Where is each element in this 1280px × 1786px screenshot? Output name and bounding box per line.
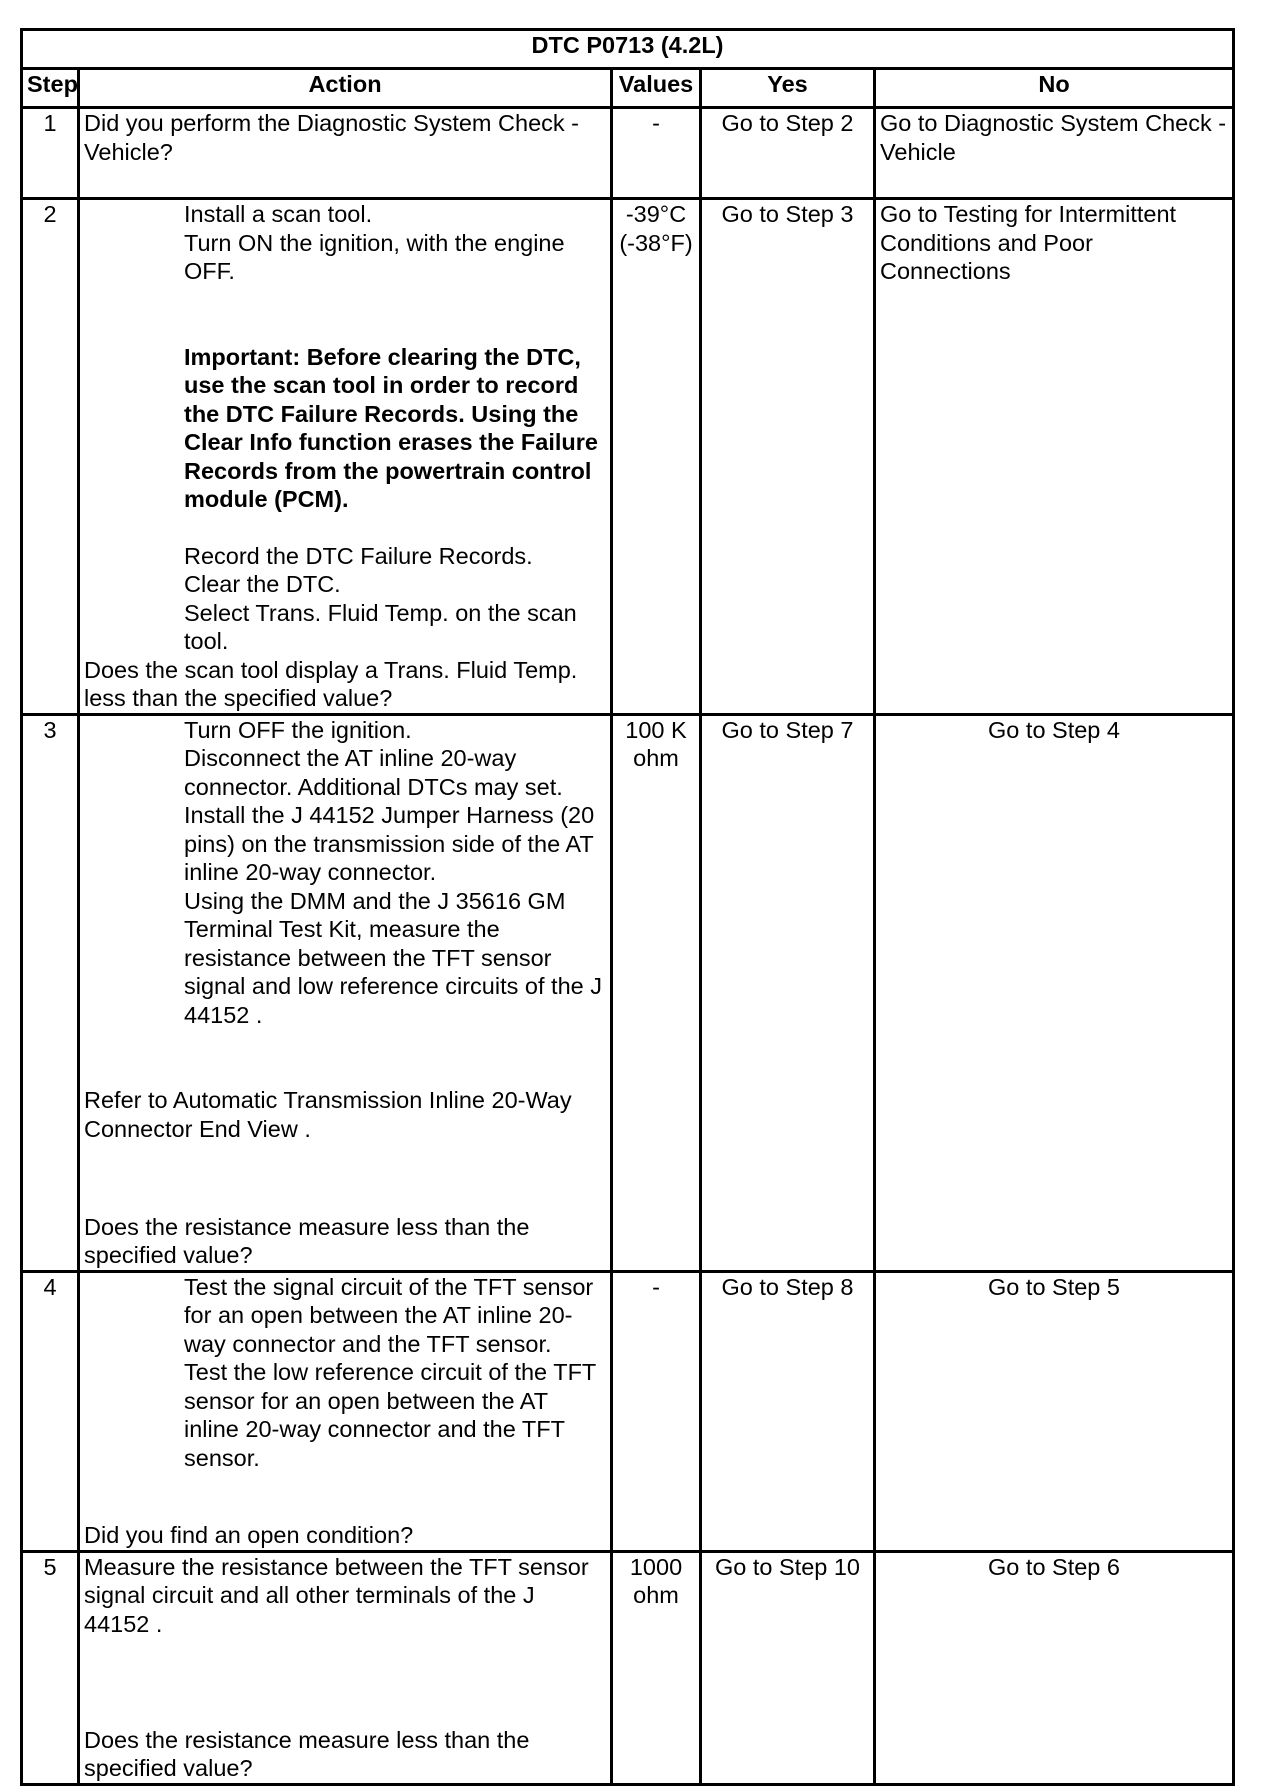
no-cell: Go to Testing for Intermittent Conditions and Poor Connections (875, 199, 1234, 715)
step-number: 5 (22, 1551, 79, 1784)
table-row (22, 714, 1234, 1271)
table-row (22, 199, 1234, 715)
action-question: Did you find an open condition? (84, 1522, 414, 1548)
action-line: Using the DMM and the J 35616 GM Terminal Test Kit, measure the resistance between the TFT sensor signal and low reference circuits of the J 44152 . (184, 887, 602, 1028)
no-cell: Go to Step 6 (875, 1551, 1234, 1784)
yes-cell: Go to Step 10 (701, 1551, 875, 1784)
action-question: Does the scan tool display a Trans. Fluid Temp. less than the specified value? (84, 656, 578, 711)
action-line: Select Trans. Fluid Temp. on the scan tool. (184, 599, 577, 654)
table-row (22, 1271, 1234, 1551)
action-line: Test the signal circuit of the TFT sensor for an open between the AT inline 20-way connector and the TFT sensor. (184, 1273, 594, 1357)
action-line: Record the DTC Failure Records. (184, 542, 533, 569)
header-action: Action (79, 69, 612, 108)
action-cell (79, 1551, 612, 1784)
action-cell (79, 108, 612, 199)
header-no: No (875, 69, 1234, 108)
action-line: Test the low reference circuit of the TFT sensor for an open between the AT inline 20-way connector and the TFT sensor. (184, 1359, 596, 1471)
action-line: Clear the DTC. (184, 571, 341, 597)
action-line: Turn OFF the ignition. (184, 716, 412, 743)
action-line: Disconnect the AT inline 20-way connector. Additional DTCs may set. (184, 745, 563, 800)
action-question: Does the resistance measure less than the specified value? (84, 1726, 530, 1781)
value-cell: - (612, 1271, 701, 1551)
value-cell: - (612, 108, 701, 199)
action-question: Does the resistance measure less than the specified value? (84, 1213, 530, 1268)
important-note: Important: Before clearing the DTC, use the scan tool in order to record the DTC Failure Records. Using the Clear Info function erases the Failure Records from the powertrain control module (PCM). (184, 343, 598, 512)
step-number: 2 (22, 199, 79, 715)
yes-cell: Go to Step 2 (701, 108, 875, 199)
action-cell (79, 714, 612, 1271)
dtc-table (20, 28, 1235, 1786)
no-cell: Go to Step 4 (875, 714, 1234, 1271)
step-number: 4 (22, 1271, 79, 1551)
yes-cell: Go to Step 3 (701, 199, 875, 715)
no-cell: Go to Diagnostic System Check - Vehicle (875, 108, 1234, 199)
action-line: Install a scan tool. (184, 201, 373, 227)
action-text: Did you perform the Diagnostic System Check - Vehicle? (84, 110, 579, 165)
action-line: Turn ON the ignition, with the engine OFF. (184, 229, 565, 284)
table-row (22, 108, 1234, 199)
yes-cell: Go to Step 7 (701, 714, 875, 1271)
value-cell: -39°C (-38°F) (612, 199, 701, 715)
header-yes: Yes (701, 69, 875, 108)
step-number: 1 (22, 108, 79, 199)
action-line: Install the J 44152 Jumper Harness (20 pins) on the transmission side of the AT inline 20-way connector. (184, 802, 595, 885)
action-cell (79, 199, 612, 715)
action-cell (79, 1271, 612, 1551)
step-number: 3 (22, 714, 79, 1271)
no-cell: Go to Step 5 (875, 1271, 1234, 1551)
table-row (22, 1551, 1234, 1784)
action-note: Refer to Automatic Transmission Inline 20-Way Connector End View . (84, 1087, 572, 1142)
value-cell: 100 K ohm (612, 714, 701, 1271)
yes-cell: Go to Step 8 (701, 1271, 875, 1551)
header-step: Step (22, 69, 79, 108)
value-cell: 1000 ohm (612, 1551, 701, 1784)
header-values: Values (612, 69, 701, 108)
action-text: Measure the resistance between the TFT sensor signal circuit and all other terminals of the J 44152 . (84, 1553, 589, 1637)
table-title: DTC P0713 (4.2L) (22, 30, 1234, 69)
